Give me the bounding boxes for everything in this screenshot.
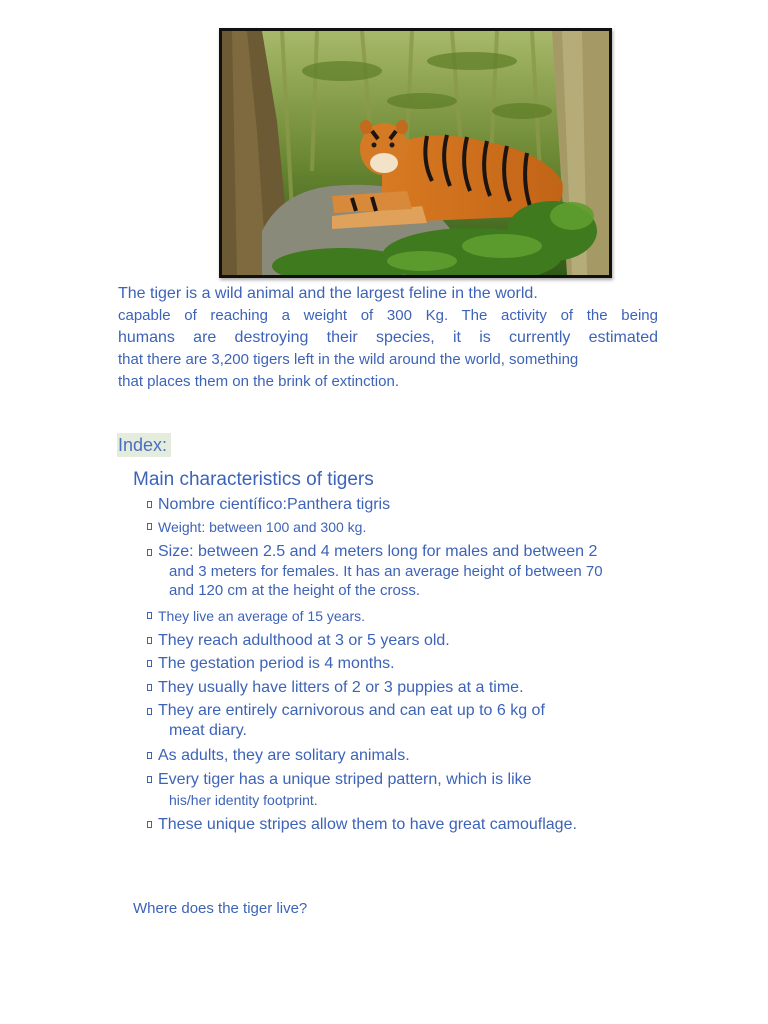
list-item-continuation: his/her identity footprint.: [169, 792, 318, 808]
intro-line: that there are 3,200 tigers left in the wild around the world, something: [118, 351, 579, 368]
list-item-continuation: and 120 cm at the height of the cross.: [169, 582, 420, 599]
intro-line: The tiger is a wild animal and the largest feline in the world.: [118, 285, 538, 302]
section-heading: Main characteristics of tigers: [133, 469, 374, 490]
rectangle-bullet-icon: [147, 523, 152, 530]
list-item-text: Nombre científico:Panthera tigris: [158, 496, 391, 513]
list-item: [147, 653, 687, 675]
list-item-text: Every tiger has a unique striped pattern, which is like: [158, 771, 532, 788]
list-item-text: They live an average of 15 years.: [158, 608, 366, 624]
list-item: [147, 630, 687, 652]
rectangle-bullet-icon: [147, 752, 152, 759]
rectangle-bullet-icon: [147, 549, 152, 556]
list-item: [147, 542, 687, 600]
rectangle-bullet-icon: [147, 708, 152, 715]
list-item: [147, 769, 687, 809]
list-item-text: They are entirely carnivorous and can eat up to 6 kg of: [158, 702, 545, 719]
rectangle-bullet-icon: [147, 660, 152, 667]
list-item-text: They usually have litters of 2 or 3 puppies at a time.: [158, 679, 524, 696]
list-item: [147, 605, 687, 627]
list-item-continuation: and 3 meters for females. It has an average height of between 70: [169, 563, 603, 580]
list-item-text: Size: between 2.5 and 4 meters long for males and between 2: [158, 543, 598, 560]
tiger-in-jungle-image: [222, 31, 609, 275]
list-item-text: These unique stripes allow them to have great camouflage.: [158, 816, 577, 833]
characteristics-list: [147, 494, 687, 836]
where-does-tiger-live-heading: Where does the tiger live?: [133, 900, 308, 917]
tiger-photo: [219, 28, 612, 278]
rectangle-bullet-icon: [147, 637, 152, 644]
list-item: [147, 494, 687, 516]
index-label: Index:: [117, 433, 171, 457]
rectangle-bullet-icon: [147, 776, 152, 783]
list-item-continuation: meat diary.: [169, 722, 247, 739]
rectangle-bullet-icon: [147, 684, 152, 691]
intro-line: capable of reaching a weight of 300 Kg. The activity of the being: [118, 307, 658, 324]
list-item: [147, 745, 687, 767]
list-item: [147, 677, 687, 699]
rectangle-bullet-icon: [147, 821, 152, 828]
intro-line: humans are destroying their species, it is currently estimated: [118, 329, 658, 346]
list-item-text: Weight: between 100 and 300 kg.: [158, 519, 367, 535]
list-item: [147, 516, 687, 538]
rectangle-bullet-icon: [147, 612, 152, 619]
rectangle-bullet-icon: [147, 501, 152, 508]
list-item: [147, 701, 687, 741]
intro-paragraph: [118, 283, 658, 393]
list-item-text: The gestation period is 4 months.: [158, 655, 395, 672]
list-item-text: They reach adulthood at 3 or 5 years old.: [158, 632, 450, 649]
list-item-text: As adults, they are solitary animals.: [158, 747, 410, 764]
list-item: [147, 814, 687, 836]
intro-line: that places them on the brink of extinction.: [118, 373, 399, 390]
